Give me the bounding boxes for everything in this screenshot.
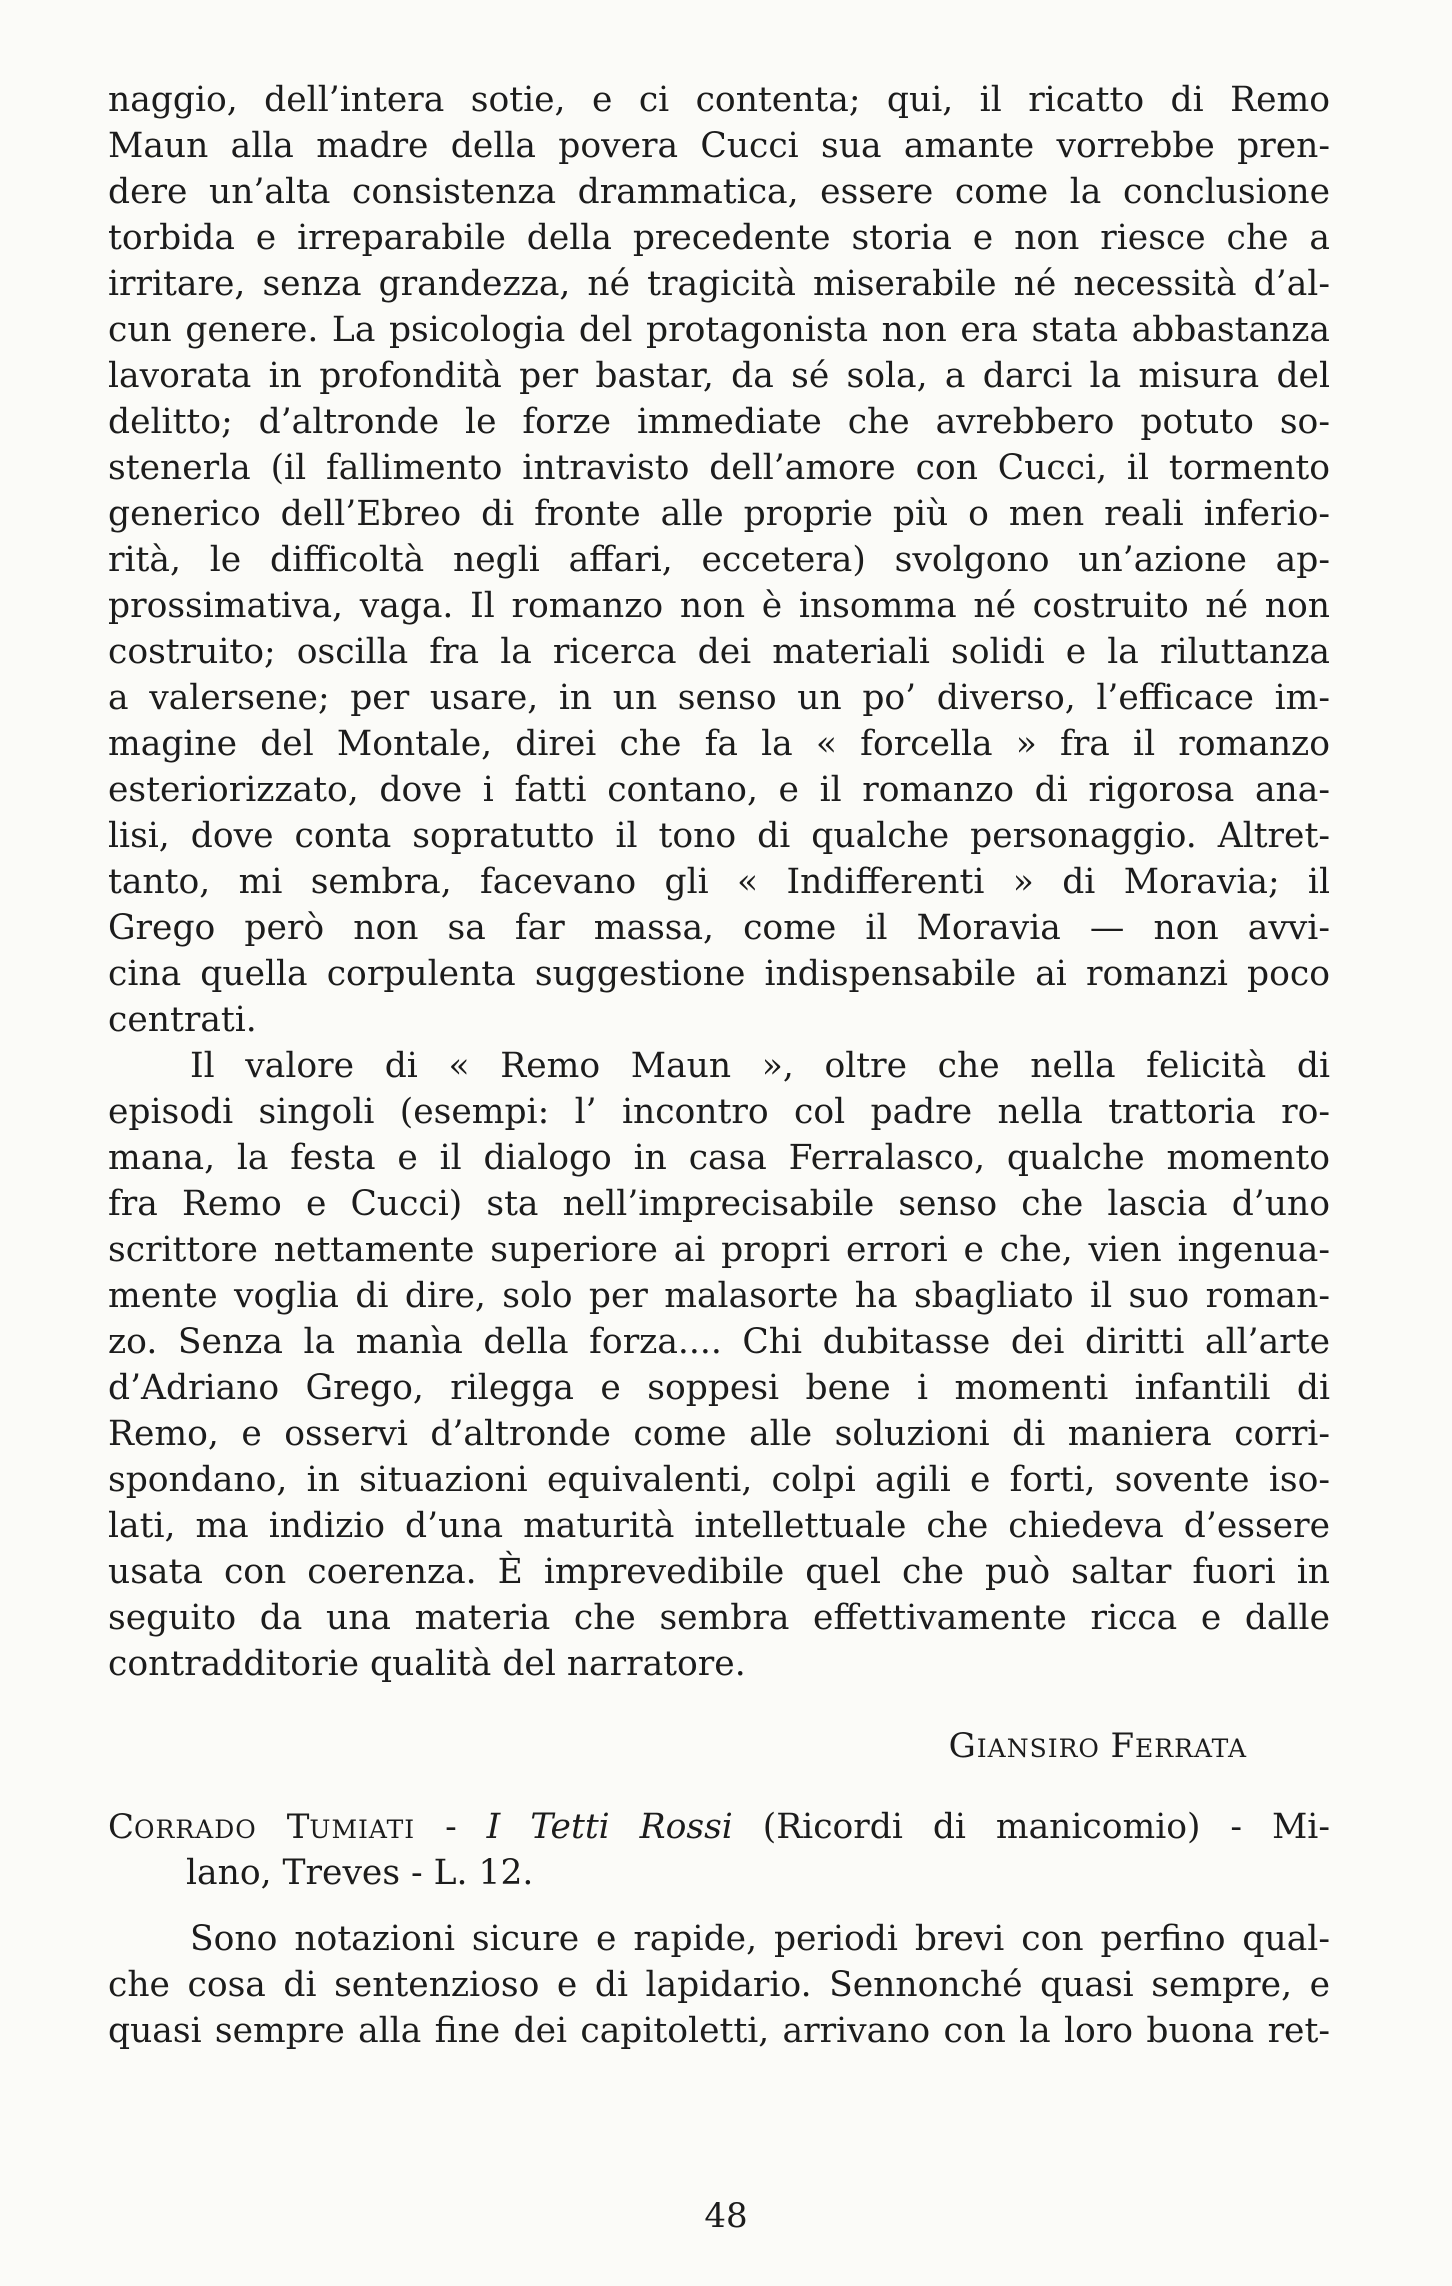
page-number: 48: [704, 2196, 748, 2236]
text-line: Il valore di « Remo Maun », oltre che nella felicità di: [190, 1046, 1330, 1086]
text-line: magine del Montale, direi che fa la « forcella » fra il romanzo: [108, 724, 1330, 764]
text-line: Maun alla madre della povera Cucci sua amante vorrebbe pren-: [108, 126, 1330, 166]
text-line: episodi singoli (esempi: l’ incontro col padre nella trattoria ro-: [108, 1092, 1330, 1132]
text-line: tanto, mi sembra, facevano gli « Indifferenti » di Moravia; il: [108, 862, 1330, 902]
text-line: cina quella corpulenta suggestione indispensabile ai romanzi poco: [108, 954, 1330, 994]
author-initial: C: [108, 1807, 135, 1847]
text-line: a valersene; per usare, in un senso un po’ diverso, l’efficace im-: [108, 678, 1330, 718]
book-subtitle: (Ricordi di manicomio) - Mi-: [732, 1807, 1330, 1847]
review-heading-line-1: [108, 1804, 1330, 1850]
text-line: stenerla (il fallimento intravisto dell’amore con Cucci, il tormento: [108, 448, 1330, 488]
text-line: rità, le difficoltà negli affari, eccetera) svolgono un’azione ap-: [108, 540, 1330, 580]
text-line: seguito da una materia che sembra effettivamente ricca e dalle: [108, 1598, 1330, 1638]
text-line: Sono notazioni sicure e rapide, periodi brevi con perfino qual-: [190, 1919, 1330, 1959]
text-line: lisi, dove conta sopratutto il tono di qualche personaggio. Altret-: [108, 816, 1330, 856]
text-line: d’Adriano Grego, rilegga e soppesi bene i momenti infantili di: [108, 1368, 1330, 1408]
text-line: irritare, senza grandezza, né tragicità miserabile né necessità d’al-: [108, 264, 1330, 304]
text-line: usata con coerenza. È imprevedibile quel che può saltar fuori in: [108, 1552, 1330, 1592]
author-initial: T: [286, 1807, 310, 1847]
text-line: scrittore nettamente superiore ai propri errori e che, vien ingenua-: [108, 1230, 1330, 1270]
text-line: zo. Senza la manìa della forza.... Chi dubitasse dei diritti all’arte: [108, 1322, 1330, 1362]
text-line: generico dell’Ebreo di fronte alle proprie più o men reali inferio-: [108, 494, 1330, 534]
review-heading: [108, 1804, 1330, 1896]
text-line: cun genere. La psicologia del protagonista non era stata abbastanza: [108, 310, 1330, 350]
text-line: esteriorizzato, dove i fatti contano, e il romanzo di rigorosa ana-: [108, 770, 1330, 810]
text-line: prossimativa, vaga. Il romanzo non è insomma né costruito né non: [108, 586, 1330, 626]
text-line: lati, ma indizio d’una maturità intellettuale che chiedeva d’essere: [108, 1506, 1330, 1546]
author-first-name: ORRADO: [134, 1815, 257, 1844]
text-line: delitto; d’altronde le forze immediate che avrebbero potuto so-: [108, 402, 1330, 442]
paragraph-1: [108, 77, 1330, 1043]
review-paragraph: [108, 1916, 1330, 2054]
text-line: dere un’alta consistenza drammatica, essere come la conclusione: [108, 172, 1330, 212]
signature-last-name: ERRATA: [1135, 1734, 1247, 1763]
text-line: costruito; oscilla fra la ricerca dei materiali solidi e la riluttanza: [108, 632, 1330, 672]
text-line: naggio, dell’intera sotie, e ci contenta; qui, il ricatto di Remo: [108, 80, 1330, 120]
text-line: torbida e irreparabile della precedente storia e non riesce che a: [108, 218, 1330, 258]
article-text: [108, 77, 1330, 1687]
text-line: contradditorie qualità del narratore.: [108, 1644, 746, 1684]
paragraph-2: [108, 1043, 1330, 1687]
text-line: che cosa di sentenzioso e di lapidario. Sennonché quasi sempre, e: [108, 1965, 1330, 2005]
text-line: fra Remo e Cucci) sta nell’imprecisabile senso che lascia d’uno: [108, 1184, 1330, 1224]
text-line: Remo, e osservi d’altronde come alle soluzioni di maniera corri-: [108, 1414, 1330, 1454]
author-last-name: UMIATI: [309, 1815, 416, 1844]
signature-initial: G: [948, 1726, 977, 1766]
book-title: I Tetti Rossi: [486, 1807, 733, 1847]
signature: [949, 1726, 1247, 1766]
separator: -: [415, 1807, 487, 1847]
text-line: Grego però non sa far massa, come il Moravia — non avvi-: [108, 908, 1330, 948]
text-line: centrati.: [108, 1000, 257, 1040]
text-line: lavorata in profondità per bastar, da sé sola, a darci la misura del: [108, 356, 1330, 396]
text-line: mana, la festa e il dialogo in casa Ferralasco, qualche momento: [108, 1138, 1330, 1178]
publisher-info: lano, Treves - L. 12.: [186, 1853, 534, 1893]
text-line: mente voglia di dire, solo per malasorte ha sbagliato il suo roman-: [108, 1276, 1330, 1316]
text-line: quasi sempre alla fine dei capitoletti, arrivano con la loro buona ret-: [108, 2011, 1330, 2051]
signature-first-name: IANSIRO: [976, 1734, 1100, 1763]
text-line: spondano, in situazioni equivalenti, colpi agili e forti, sovente iso-: [108, 1460, 1330, 1500]
signature-initial: F: [1110, 1726, 1136, 1766]
